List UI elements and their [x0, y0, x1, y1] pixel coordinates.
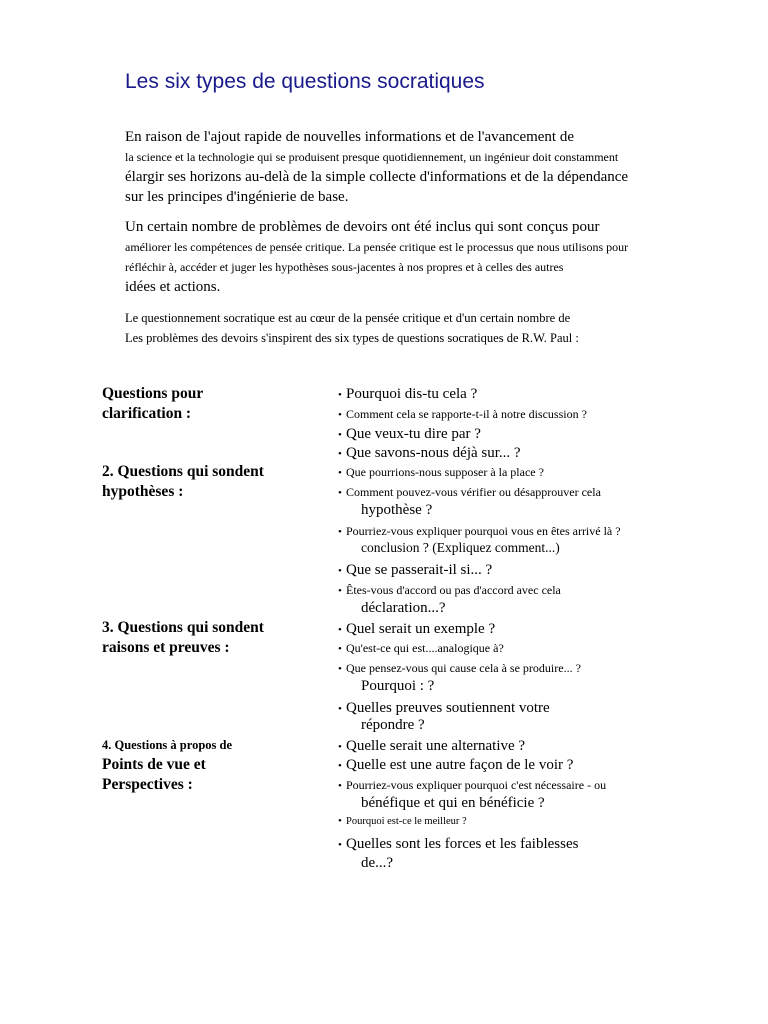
- bullet: •: [338, 643, 342, 655]
- category-line: Points de vue et: [102, 756, 206, 773]
- question-text: Quelles preuves soutiennent votre: [346, 700, 550, 716]
- question-text: Que se passerait-il si... ?: [346, 562, 493, 578]
- bullet: •: [338, 448, 342, 460]
- text-line: la science et la technologie qui se produisent presque quotidiennement, un ingénieur doit constamment: [125, 150, 619, 164]
- question-item: [338, 580, 561, 601]
- question-text: Quelle serait une alternative ?: [346, 738, 526, 754]
- category-line: 3. Questions qui sondent: [102, 619, 264, 636]
- question-continuation: hypothèse ?: [361, 502, 433, 518]
- question-text: Quelle est une autre façon de le voir ?: [346, 757, 574, 773]
- question-text: Pourquoi dis-tu cela ?: [346, 386, 478, 402]
- question-item: [338, 560, 492, 581]
- question-item: [338, 619, 495, 640]
- bullet: •: [338, 663, 342, 675]
- intro-paragraph-3: [125, 308, 735, 348]
- question-text: Êtes-vous d'accord ou pas d'accord avec cela: [346, 583, 561, 597]
- category-line: 4. Questions à propos de: [102, 738, 233, 752]
- bullet: •: [338, 741, 342, 753]
- category-line: hypothèses :: [102, 483, 184, 500]
- text-line: améliorer les compétences de pensée critique. La pensée critique est le processus que nous utilisons pour: [125, 240, 629, 254]
- question-text: Quel serait un exemple ?: [346, 621, 496, 637]
- text-line: Le questionnement socratique est au cœur de la pensée critique et d'un certain nombre de: [125, 311, 571, 325]
- text-line: idées et actions.: [125, 279, 221, 295]
- question-text: Quelles sont les forces et les faiblesses: [346, 836, 579, 852]
- intro-paragraph-2: [125, 217, 735, 297]
- bullet: •: [338, 585, 342, 597]
- text-line: Un certain nombre de problèmes de devoirs ont été inclus qui sont conçus pour: [125, 219, 600, 235]
- category-line: clarification :: [102, 405, 192, 422]
- bullet: •: [338, 467, 342, 479]
- text-line: En raison de l'ajout rapide de nouvelles informations et de l'avancement de: [125, 129, 575, 145]
- question-item: [338, 658, 581, 679]
- bullet: •: [338, 815, 342, 827]
- question-text: Que pourrions-nous supposer à la place ?: [346, 465, 544, 479]
- bullet: •: [338, 780, 342, 792]
- page-title: Les six types de questions socratiques: [125, 70, 485, 93]
- question-item: [338, 736, 525, 757]
- bullet: •: [338, 526, 342, 538]
- question-text: Pourriez-vous expliquer pourquoi c'est nécessaire - ou: [346, 778, 607, 792]
- question-item: [338, 443, 521, 464]
- bullet: •: [338, 487, 342, 499]
- text-line: réfléchir à, accéder et juger les hypothèses sous-jacentes à nos propres et à celles des autres: [125, 260, 564, 274]
- bullet: •: [338, 760, 342, 772]
- question-continuation: conclusion ? (Expliquez comment...): [361, 540, 560, 555]
- question-item: [338, 698, 550, 719]
- question-text: Comment cela se rapporte-t-il à notre discussion ?: [346, 407, 587, 421]
- question-item: [338, 755, 573, 776]
- bullet: •: [338, 409, 342, 421]
- category-viewpoints: [102, 735, 232, 795]
- question-continuation: répondre ?: [361, 717, 425, 733]
- question-continuation: Pourquoi : ?: [361, 678, 435, 694]
- bullet: •: [338, 624, 342, 636]
- question-continuation: déclaration...?: [361, 600, 446, 616]
- question-text: Comment pouvez-vous vérifier ou désapprouver cela: [346, 485, 601, 499]
- question-continuation: bénéfique et qui en bénéficie ?: [361, 795, 545, 811]
- question-item: [338, 834, 578, 855]
- category-line: 2. Questions qui sondent: [102, 463, 264, 480]
- text-line: élargir ses horizons au-delà de la simple collecte d'informations et de la dépendance: [125, 169, 629, 185]
- question-item: [338, 521, 621, 542]
- question-item: [338, 462, 544, 483]
- category-clarification: [102, 384, 203, 424]
- text-line: Les problèmes des devoirs s'inspirent des six types de questions socratiques de R.W. Paul :: [125, 331, 579, 345]
- question-text: Pourriez-vous expliquer pourquoi vous en êtes arrivé là ?: [346, 524, 621, 538]
- question-item: [338, 775, 606, 796]
- question-item: [338, 404, 587, 425]
- question-text: Que veux-tu dire par ?: [346, 426, 481, 442]
- question-item: [338, 815, 467, 827]
- bullet: •: [338, 429, 342, 441]
- text-line: sur les principes d'ingénierie de base.: [125, 189, 349, 205]
- category-reasons-evidence: [102, 618, 264, 658]
- category-line: raisons et preuves :: [102, 639, 230, 656]
- category-line: Perspectives :: [102, 776, 193, 793]
- question-item: [338, 424, 481, 445]
- question-item: [338, 384, 477, 405]
- question-text: Qu'est-ce qui est....analogique à?: [346, 641, 504, 655]
- bullet: •: [338, 839, 342, 851]
- category-assumptions: [102, 462, 264, 502]
- question-text: Pourquoi est-ce le meilleur ?: [346, 816, 467, 827]
- bullet: •: [338, 389, 342, 401]
- question-item: [338, 482, 601, 503]
- question-continuation: de...?: [361, 855, 394, 871]
- question-text: Que savons-nous déjà sur... ?: [346, 445, 521, 461]
- question-text: Que pensez-vous qui cause cela à se produire... ?: [346, 661, 581, 675]
- intro-paragraph-1: [125, 127, 735, 207]
- category-line: Questions pour: [102, 385, 204, 402]
- question-item: [338, 638, 504, 659]
- bullet: •: [338, 703, 342, 715]
- bullet: •: [338, 565, 342, 577]
